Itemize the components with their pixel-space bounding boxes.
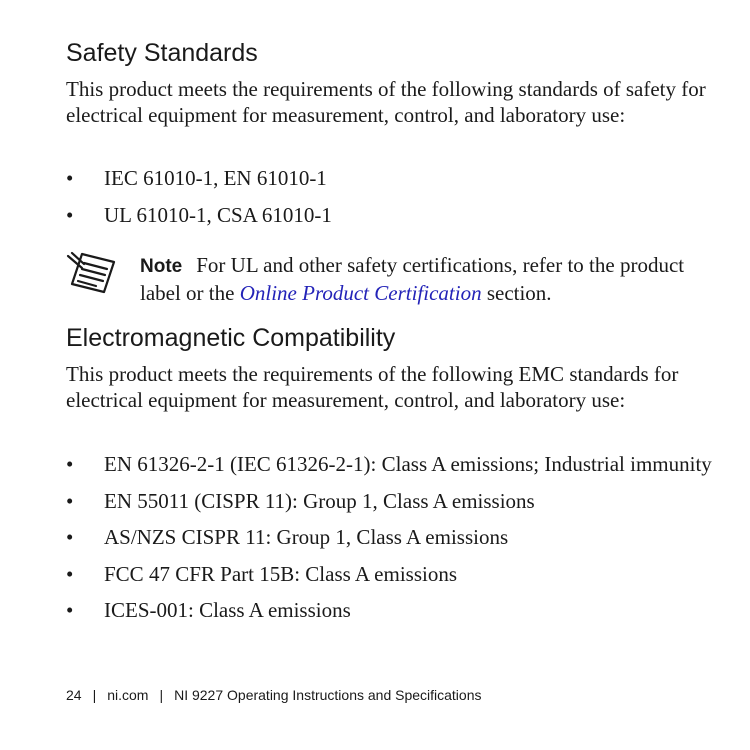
list-item	[62, 452, 712, 478]
footer-document-title: NI 9227 Operating Instructions and Specifications	[174, 687, 482, 703]
footer-separator: |	[92, 687, 97, 703]
list-item	[62, 203, 712, 229]
bullet-marker: •	[66, 452, 74, 476]
list-item-text: AS/NZS CISPR 11: Group 1, Class A emissions	[104, 525, 509, 549]
list-item-text: FCC 47 CFR Part 15B: Class A emissions	[104, 561, 458, 586]
bullet-marker: •	[66, 166, 74, 190]
list-item	[62, 525, 712, 551]
bullet-marker: •	[66, 488, 74, 513]
emc-heading: Electromagnetic Compatibility	[66, 324, 396, 352]
page-number: 24	[66, 687, 82, 703]
bullet-marker: •	[66, 202, 74, 227]
list-item-text: EN 61326-2-1 (IEC 61326-2-1): Class A emissions; Industrial immunity	[104, 452, 712, 476]
bullet-marker: •	[66, 561, 74, 586]
list-item-text: IEC 61010-1, EN 61010-1	[104, 166, 327, 190]
list-item	[62, 598, 712, 624]
list-item	[62, 166, 712, 192]
list-item	[62, 562, 712, 588]
safety-standards-intro: This product meets the requirements of the following standards of safety for electrical equipment for measurement, control, and laboratory use:	[66, 77, 706, 127]
bullet-marker: •	[66, 598, 74, 622]
note-text-before: For UL and other safety certifications, refer to the product label or the	[140, 253, 685, 305]
list-item	[62, 489, 712, 515]
note-icon	[66, 250, 118, 294]
note-text-after: section.	[481, 281, 552, 305]
online-product-certification-link[interactable]: Online Product Certification	[239, 281, 482, 305]
bullet-marker: •	[66, 525, 74, 549]
note-text	[140, 252, 720, 306]
footer-site: ni.com	[107, 687, 149, 703]
list-item-text: EN 55011 (CISPR 11): Group 1, Class A emissions	[104, 488, 535, 513]
emc-list	[62, 452, 712, 624]
footer-separator: |	[159, 687, 164, 703]
emc-intro: This product meets the requirements of the following EMC standards for electrical equipment for measurement, control, and laboratory use:	[66, 362, 679, 412]
safety-standards-list	[62, 166, 712, 228]
note-label: Note	[140, 256, 183, 277]
list-item-text: UL 61010-1, CSA 61010-1	[104, 202, 332, 227]
safety-standards-heading: Safety Standards	[66, 39, 258, 67]
page-footer	[66, 686, 482, 704]
list-item-text: ICES-001: Class A emissions	[104, 598, 351, 622]
